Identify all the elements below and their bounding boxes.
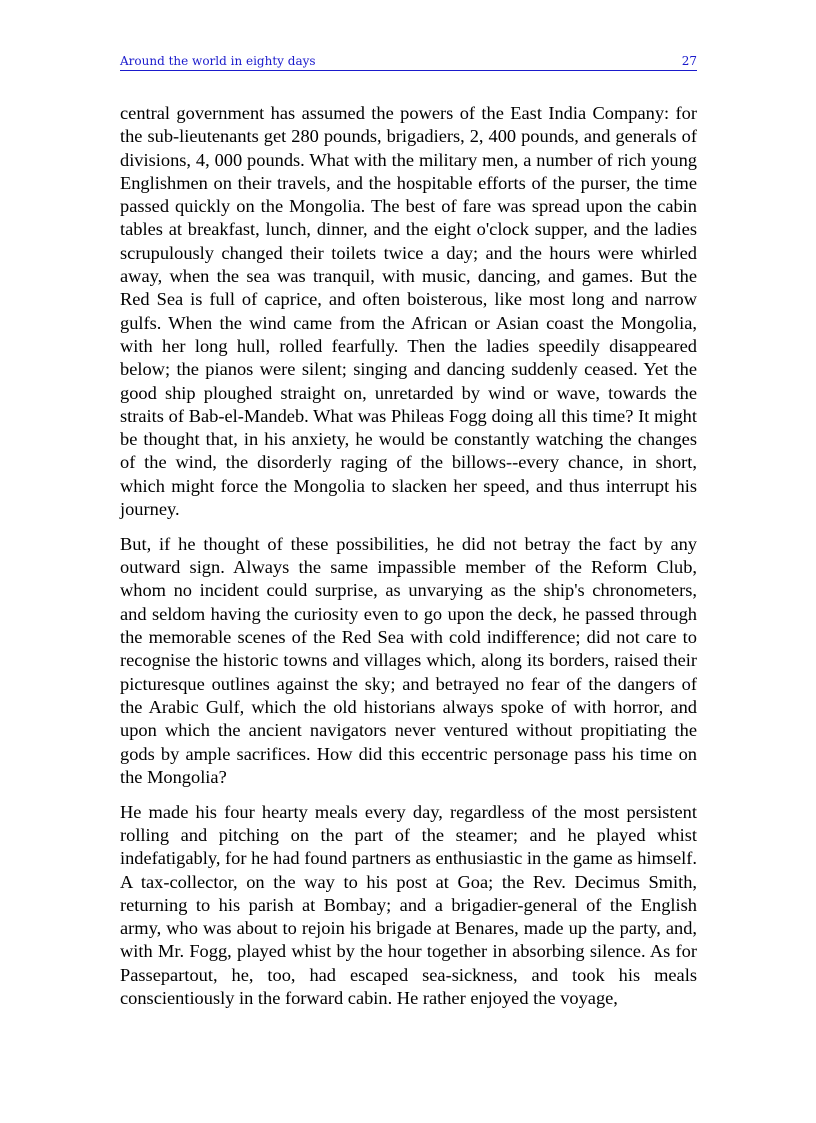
page-number: 27 [681,54,697,68]
paragraph-3: He made his four hearty meals every day, regardless of the most persistent rolling and pitching on the part of the steamer; and he played whist indefatigably, for he had found partners as enthusiastic in the game as himself. A tax-collector, on the way to his post at Goa; the Rev. Decimus Smith, returning to his parish at Bombay; and a brigadier-general of the English army, who was about to rejoin his brigade at Benares, made up the party, and, with Mr. Fogg, played whist by the hour together in absorbing silence. As for Passepartout, he, too, had escaped sea-sickness, and took his meals conscientiously in the forward cabin. He rather enjoyed the voyage, [120,801,697,1008]
body-text [120,102,697,1022]
paragraph-1: central government has assumed the powers of the East India Company: for the sub-lieutenants get 280 pounds, brigadiers, 2, 400 pounds, and generals of divisions, 4, 000 pounds. What with the military men, a number of rich young Englishmen on their travels, and the hospitable efforts of the purser, the time passed quickly on the Mongolia. The best of fare was spread upon the cabin tables at breakfast, lunch, dinner, and the eight o'clock supper, and the ladies scrupulously changed their toilets twice a day; and the hours were whirled away, when the sea was tranquil, with music, dancing, and games. But the Red Sea is full of caprice, and often boisterous, like most long and narrow gulfs. When the wind came from the African or Asian coast the Mongolia, with her long hull, rolled fearfully. Then the ladies speedily disappeared below; the pianos were silent; singing and dancing suddenly ceased. Yet the good ship ploughed straight on, unretarded by wind or wave, towards the straits of Bab-el-Mandeb. What was Phileas Fogg doing all this time? It might be thought that, in his anxiety, he would be constantly watching the changes of the wind, the disorderly raging of the billows--every chance, in short, which might force the Mongolia to slacken her speed, and thus interrupt his journey. [120,103,697,520]
book-title: Around the world in eighty days [120,54,316,68]
paragraph-2: But, if he thought of these possibilities, he did not betray the fact by any outward sign. Always the same impassible member of the Reform Club, whom no incident could surprise, as unvarying as the ship's chronometers, and seldom having the curiosity even to go upon the deck, he passed through the memorable scenes of the Red Sea with cold indifference; did not care to recognise the historic towns and villages which, along its borders, raised their picturesque outlines against the sky; and betrayed no fear of the dangers of the Arabic Gulf, which the old historians always spoke of with horror, and upon which the ancient navigators never ventured without propitiating the gods by ample sacrifices. How did this eccentric personage pass his time on the Mongolia? [120,533,697,787]
running-header [120,53,697,71]
